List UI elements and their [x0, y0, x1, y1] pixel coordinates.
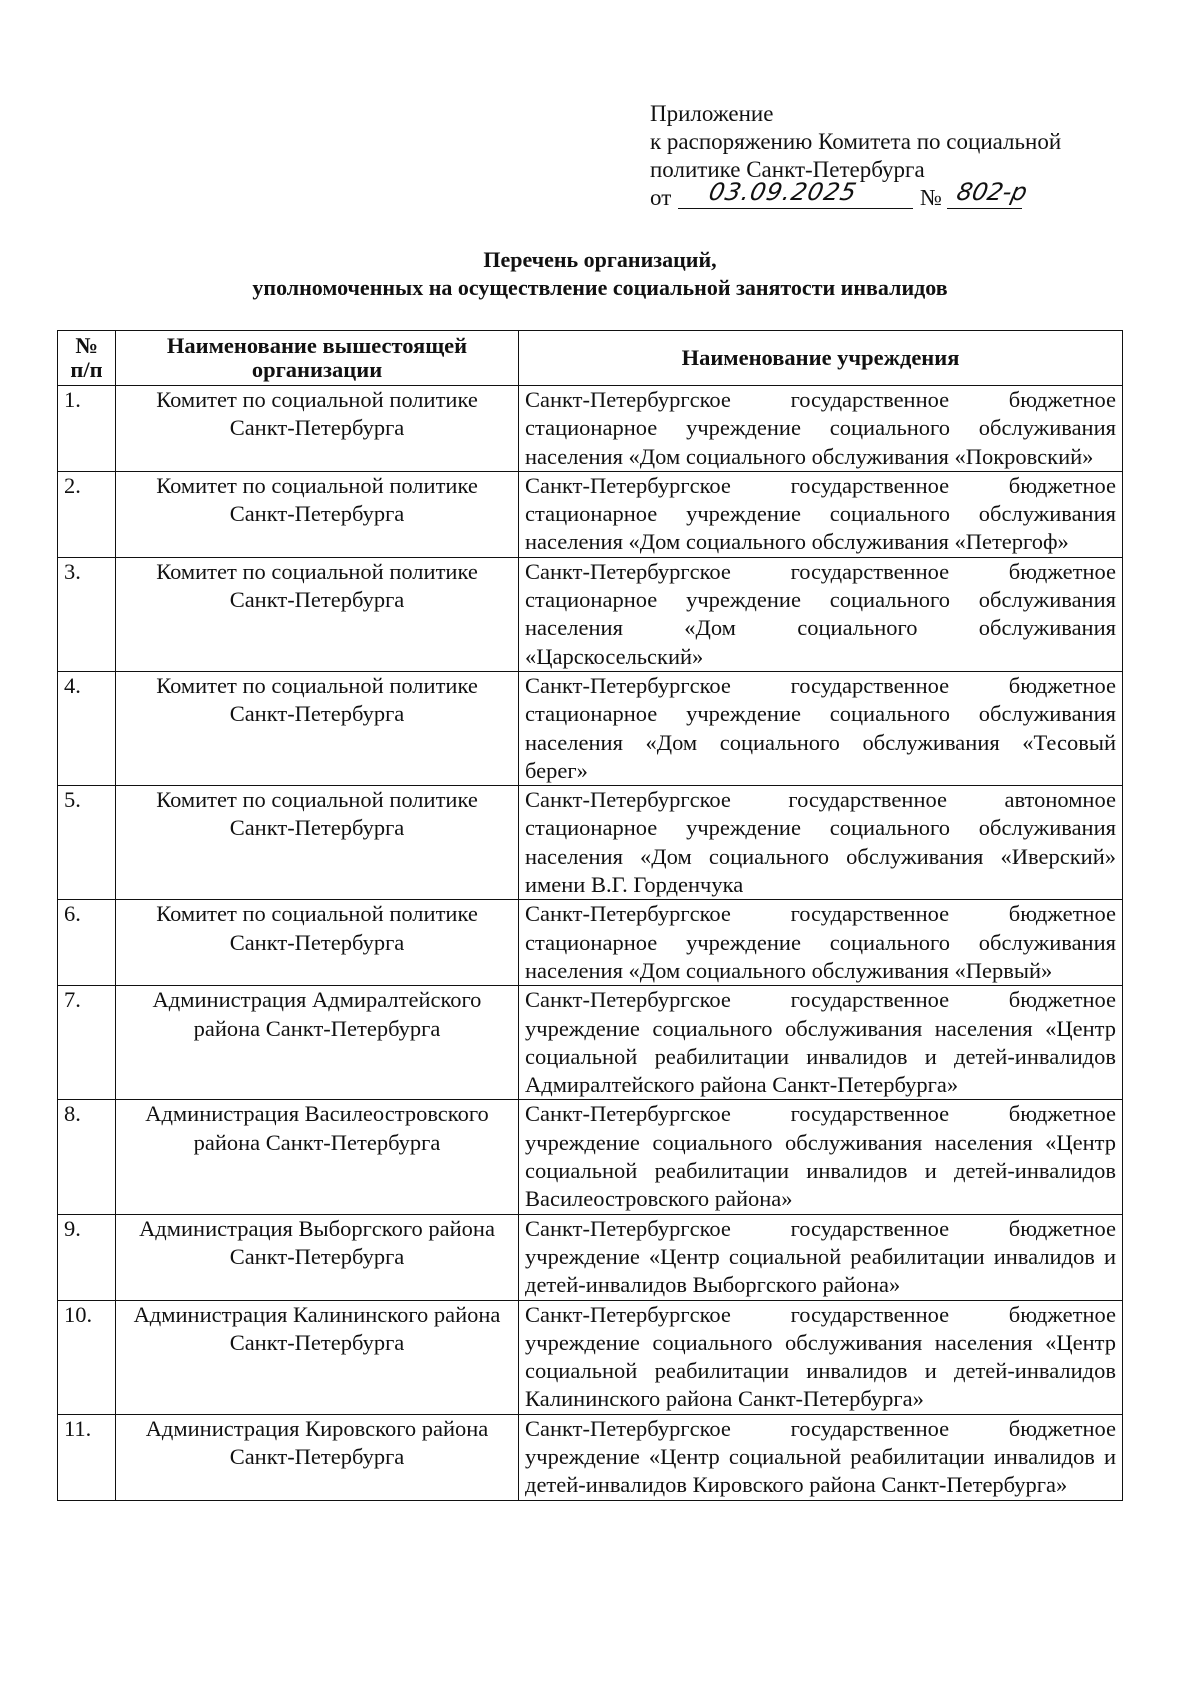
row-parent: Комитет по социальной политике Санкт-Петербурга [116, 900, 519, 986]
row-num: 3. [58, 557, 116, 671]
row-num: 5. [58, 786, 116, 900]
date-underline [678, 208, 913, 209]
table-row [58, 1214, 1123, 1300]
header-institution: Наименование учреждения [519, 331, 1123, 386]
row-institution: Санкт-Петербургское государственное бюджетное стационарное учреждение социального обслуживания населения «Дом социального обслуживания «Покровский» [519, 386, 1123, 472]
number-underline [947, 208, 1022, 209]
appendix-line: политике Санкт-Петербурга [650, 157, 925, 182]
document-title [0, 246, 1200, 302]
row-parent: Комитет по социальной политике Санкт-Петербурга [116, 557, 519, 671]
row-parent: Администрация Калининского района Санкт-Петербурга [116, 1300, 519, 1414]
row-institution: Санкт-Петербургское государственное автономное стационарное учреждение социального обслуживания населения «Дом социального обслуживания «Иверский» имени В.Г. Горденчука [519, 786, 1123, 900]
row-parent: Администрация Адмиралтейского района Санкт-Петербурга [116, 986, 519, 1100]
handwritten-number: 802-р [954, 178, 1030, 206]
row-num: 1. [58, 386, 116, 472]
row-parent: Комитет по социальной политике Санкт-Петербурга [116, 386, 519, 472]
header-num: № п/п [58, 331, 116, 386]
row-institution: Санкт-Петербургское государственное бюджетное учреждение социального обслуживания населения «Центр социальной реабилитации инвалидов и детей-инвалидов Василеостровского района» [519, 1100, 1123, 1214]
row-institution: Санкт-Петербургское государственное бюджетное учреждение социального обслуживания населения «Центр социальной реабилитации инвалидов и детей-инвалидов Адмиралтейского района Санкт-Петербурга» [519, 986, 1123, 1100]
row-num: 10. [58, 1300, 116, 1414]
table-row [58, 557, 1123, 671]
row-num: 9. [58, 1214, 116, 1300]
date-number-line [650, 178, 1170, 218]
table-row [58, 1414, 1123, 1500]
header-parent: Наименование вышестоящей организации [116, 331, 519, 386]
title-line: уполномоченных на осуществление социальной занятости инвалидов [252, 275, 948, 300]
table-row [58, 386, 1123, 472]
organizations-table [57, 330, 1123, 1501]
handwritten-date: 03.09.2025 [706, 178, 860, 206]
row-parent: Администрация Выборгского района Санкт-Петербурга [116, 1214, 519, 1300]
row-institution: Санкт-Петербургское государственное бюджетное учреждение «Центр социальной реабилитации инвалидов и детей-инвалидов Выборгского района» [519, 1214, 1123, 1300]
row-parent: Администрация Кировского района Санкт-Петербурга [116, 1414, 519, 1500]
row-num: 7. [58, 986, 116, 1100]
row-institution: Санкт-Петербургское государственное бюджетное учреждение «Центр социальной реабилитации инвалидов и детей-инвалидов Кировского района Санкт-Петербурга» [519, 1414, 1123, 1500]
row-parent: Комитет по социальной политике Санкт-Петербурга [116, 786, 519, 900]
table-row [58, 1300, 1123, 1414]
row-num: 6. [58, 900, 116, 986]
row-institution: Санкт-Петербургское государственное бюджетное стационарное учреждение социального обслуживания населения «Дом социального обслуживания «Петергоф» [519, 471, 1123, 557]
appendix-line: к распоряжению Комитета по социальной [650, 129, 1062, 154]
row-institution: Санкт-Петербургское государственное бюджетное стационарное учреждение социального обслуживания населения «Дом социального обслуживания «Первый» [519, 900, 1123, 986]
row-parent: Комитет по социальной политике Санкт-Петербурга [116, 471, 519, 557]
row-parent: Комитет по социальной политике Санкт-Петербурга [116, 671, 519, 785]
table-row [58, 471, 1123, 557]
row-num: 11. [58, 1414, 116, 1500]
date-prefix: от [650, 185, 672, 210]
row-num: 8. [58, 1100, 116, 1214]
number-sign: № [920, 185, 942, 210]
row-num: 2. [58, 471, 116, 557]
table-row [58, 1100, 1123, 1214]
row-institution: Санкт-Петербургское государственное бюджетное стационарное учреждение социального обслуживания населения «Дом социального обслуживания «Тесовый берег» [519, 671, 1123, 785]
row-institution: Санкт-Петербургское государственное бюджетное стационарное учреждение социального обслуживания населения «Дом социального обслуживания «Царскосельский» [519, 557, 1123, 671]
table-header-row [58, 331, 1123, 386]
row-parent: Администрация Василеостровского района Санкт-Петербурга [116, 1100, 519, 1214]
table-row [58, 900, 1123, 986]
row-num: 4. [58, 671, 116, 785]
row-institution: Санкт-Петербургское государственное бюджетное учреждение социального обслуживания населения «Центр социальной реабилитации инвалидов и детей-инвалидов Калининского района Санкт-Петербурга» [519, 1300, 1123, 1414]
table-row [58, 986, 1123, 1100]
appendix-heading: Приложение [650, 101, 774, 126]
title-line: Перечень организаций, [483, 247, 717, 272]
appendix-block [650, 100, 1170, 218]
table-row [58, 671, 1123, 785]
table-row [58, 786, 1123, 900]
